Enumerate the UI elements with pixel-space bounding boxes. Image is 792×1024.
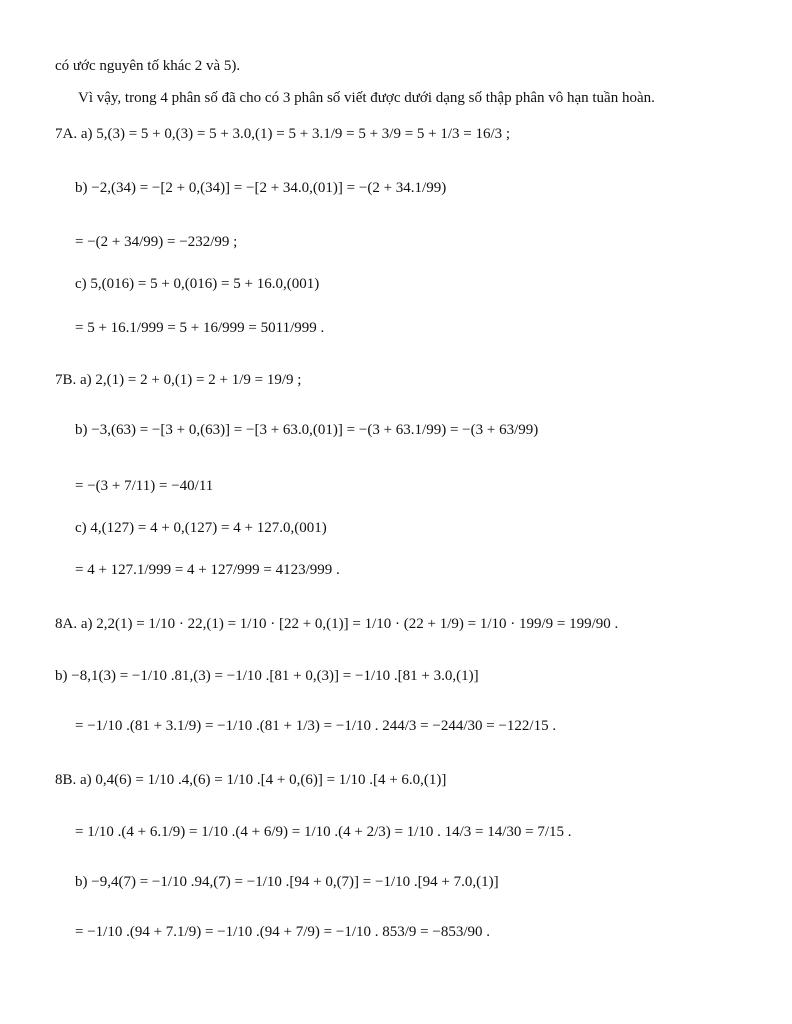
- solution-7b-c-cont: = 4 + 127.1/999 = 4 + 127/999 = 4123/999 .: [75, 562, 340, 578]
- solution-8a-b: b) −8,1(3) = −1/10 .81,(3) = −1/10 .[81 + 0,(3)] = −1/10 .[81 + 3.0,(1)]: [55, 668, 479, 684]
- solution-7a-c: c) 5,(016) = 5 + 0,(016) = 5 + 16.0,(001): [75, 276, 320, 292]
- solution-7a-b-cont: = −(2 + 34/99) = −232/99 ;: [75, 234, 238, 250]
- solution-7b-a: 7B. a) 2,(1) = 2 + 0,(1) = 2 + 1/9 = 19/9 ;: [55, 372, 302, 388]
- text-line: Vì vậy, trong 4 phân số đã cho có 3 phân số viết được dưới dạng số thập phân vô hạn tuần hoàn.: [78, 90, 655, 106]
- solution-8a-b-cont: = −1/10 .(81 + 3.1/9) = −1/10 .(81 + 1/3) = −1/10 . 244/3 = −244/30 = −122/15 .: [75, 718, 557, 734]
- solution-7a-b: b) −2,(34) = −[2 + 0,(34)] = −[2 + 34.0,(01)] = −(2 + 34.1/99): [75, 180, 447, 196]
- solution-8b-b-cont: = −1/10 .(94 + 7.1/9) = −1/10 .(94 + 7/9) = −1/10 . 853/9 = −853/90 .: [75, 924, 490, 940]
- solution-8b-a-cont: = 1/10 .(4 + 6.1/9) = 1/10 .(4 + 6/9) = 1/10 .(4 + 2/3) = 1/10 . 14/3 = 14/30 = 7/15 .: [75, 824, 572, 840]
- solution-7b-b: b) −3,(63) = −[3 + 0,(63)] = −[3 + 63.0,(01)] = −(3 + 63.1/99) = −(3 + 63/99): [75, 422, 539, 438]
- solution-7b-c: c) 4,(127) = 4 + 0,(127) = 4 + 127.0,(001): [75, 520, 327, 536]
- solution-7a-a: 7A. a) 5,(3) = 5 + 0,(3) = 5 + 3.0,(1) = 5 + 3.1/9 = 5 + 3/9 = 5 + 1/3 = 16/3 ;: [55, 126, 511, 142]
- solution-7b-b-cont: = −(3 + 7/11) = −40/11: [75, 478, 214, 494]
- solution-7a-c-cont: = 5 + 16.1/999 = 5 + 16/999 = 5011/999 .: [75, 320, 325, 336]
- text-line: có ước nguyên tố khác 2 và 5).: [55, 58, 241, 74]
- solution-8b-b: b) −9,4(7) = −1/10 .94,(7) = −1/10 .[94 + 0,(7)] = −1/10 .[94 + 7.0,(1)]: [75, 874, 499, 890]
- solution-8b-a: 8B. a) 0,4(6) = 1/10 .4,(6) = 1/10 .[4 + 0,(6)] = 1/10 .[4 + 6.0,(1)]: [55, 772, 447, 788]
- solution-8a-a: 8A. a) 2,2(1) = 1/10 · 22,(1) = 1/10 · [22 + 0,(1)] = 1/10 · (22 + 1/9) = 1/10 · 199/9 = 199/90 .: [55, 616, 619, 632]
